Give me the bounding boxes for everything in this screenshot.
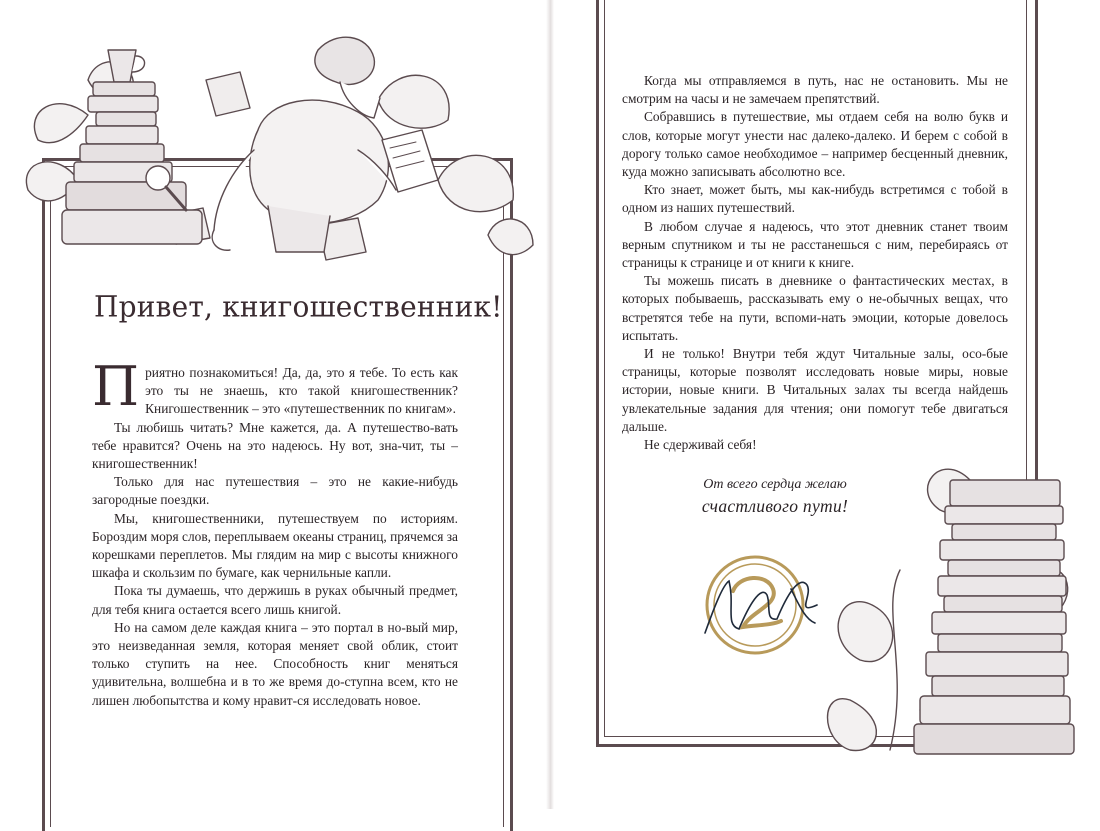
left-page-text [92, 355, 458, 710]
book-stack-illustration [820, 450, 1080, 770]
book-gutter [546, 0, 554, 809]
paragraph: Пока ты думаешь, что держишь в руках обычный предмет, для тебя книга остается всего лишь книгой. [92, 583, 458, 617]
signoff-line: От всего сердца желаю [703, 477, 847, 492]
paragraph: И не только! Внутри тебя ждут Читальные залы, осо-бые страницы, которые позволят исследовать новые миры, новые истории, новые книги. В Читальных залах ты всегда найдешь увлекательные задания для чтения; они помогут тебе двигаться дальше. [622, 346, 1008, 434]
signoff-wish: счастливого пути! [701, 496, 849, 516]
paragraph: Но на самом деле каждая книга – это портал в но-вый мир, это неизведанная земля, которая меняет свой облик, стоит только ступить на нее. Способность книг меняться удивительна, волшебна и в то же время до-ступна всем, кто не лишен любопытства и кому нравит-ся исследовать новое. [92, 619, 458, 708]
paragraph: Мы, книгошественники, путешествуем по историям. Бороздим моря слов, переплываем океаны страниц, прячемся за корешками переплетов. Мы глядим на мир с высоты книжного шкафа и скользим по бумаге, как чернильные капли. [92, 510, 458, 581]
wax-seal-signature [695, 545, 830, 665]
paragraph: В любом случае я надеюсь, что этот дневник станет твоим верным спутником и ты не расстанешься с ним, перебираясь от страницы к странице и от книги к книге. [622, 218, 1008, 271]
reading-woman-illustration [18, 20, 538, 280]
paragraph: Не сдерживай себя! [644, 437, 757, 453]
paragraph: Кто знает, может быть, мы как-нибудь встретимся с тобой в одном из наших путешествий. [622, 182, 1008, 216]
page-title: Привет, книгошественник! [94, 289, 503, 324]
paragraph: Собравшись в путешествие, мы отдаем себя на волю букв и слов, которые могут унести нас далеко-далеко. И берем с собой в дорогу только самое необходимое – например бесценный дневник, куда можно записывать абсолютно все. [622, 109, 1008, 180]
drop-cap: П [92, 355, 140, 418]
paragraph: Только для нас путешествия – это не какие-нибудь загородные поездки. [92, 474, 458, 508]
paragraph: Когда мы отправляемся в путь, нас не остановить. Мы не смотрим на часы и не замечаем препятствий. [622, 73, 1008, 107]
paragraph: Ты любишь читать? Мне кажется, да. А путешество-вать тебе нравится? Очень на это надеюсь. Ну вот, зна-чит, ты – книгошественник! [92, 419, 458, 472]
paragraph: Ты можешь писать в дневнике о фантастических местах, в которых побываешь, рассказывать ему о не-обычных вещах, что встретятся тебе на пути, вспоми-нать эмоции, которые довелось испытать. [622, 273, 1008, 343]
paragraph: Приятно познакомиться! Да, да, это я тебе. То есть как это ты не знаешь, кто такой книгошественник? Книгошественник – это «путешественник по книгам». [92, 355, 458, 418]
right-page-text [622, 72, 1008, 454]
